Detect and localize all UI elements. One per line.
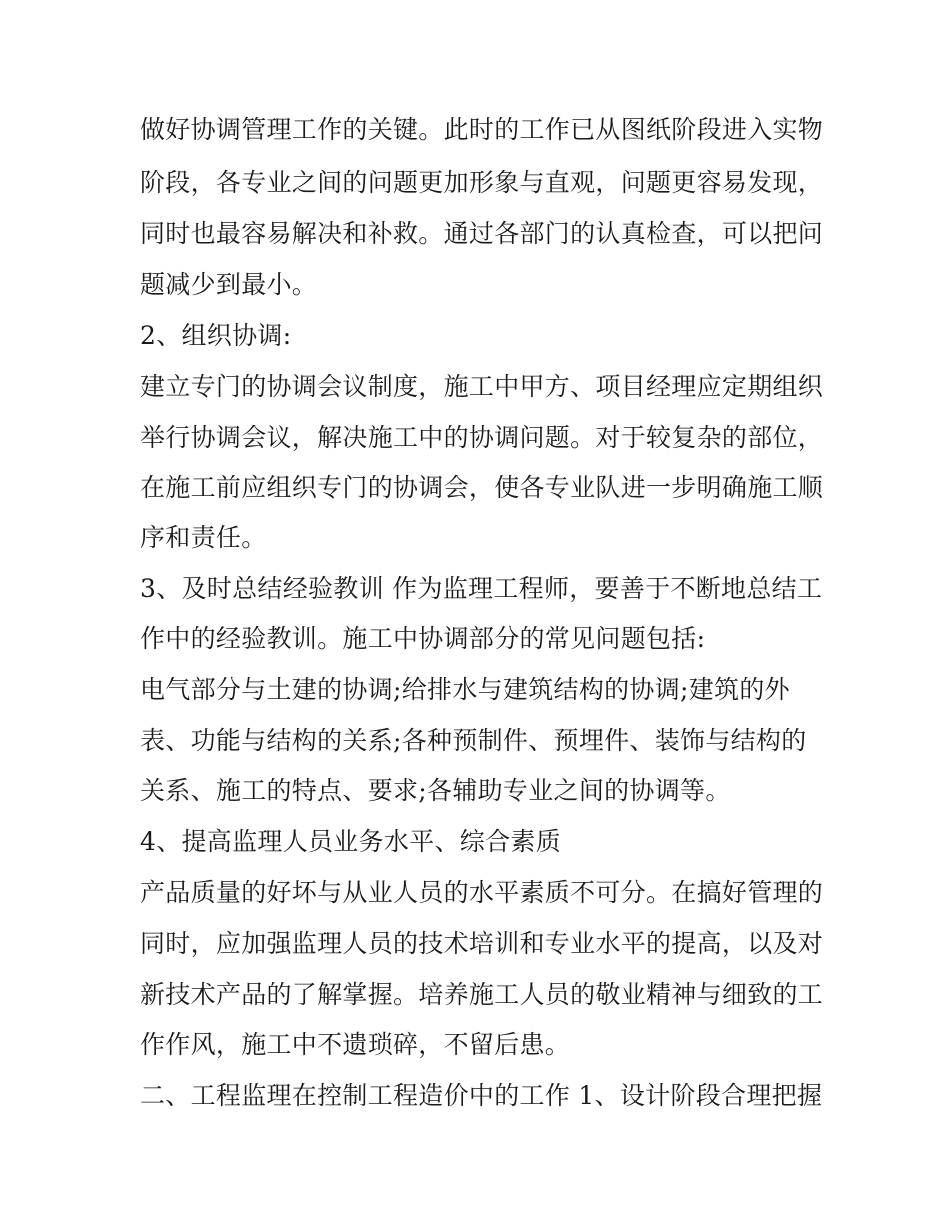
text-line: 举行协调会议，解决施工中的协调问题。对于较复杂的部位， (140, 423, 824, 452)
text-line: 电气部分与土建的协调;给排水与建筑结构的协调;建筑的外 (140, 675, 790, 704)
text-line: 同时也最容易解决和补救。通过各部门的认真检查，可以把问 (140, 219, 824, 248)
section-heading: 4、提高监理人员业务水平、综合素质 (140, 827, 562, 856)
text-line: 关系、施工的特点、要求;各辅助专业之间的协调等。 (140, 776, 731, 805)
text-line: 作中的经验教训。施工中协调部分的常见问题包括: (140, 624, 706, 653)
text-line: 新技术产品的了解掌握。培养施工人员的敬业精神与细致的工 (140, 980, 824, 1009)
text-line: 表、功能与结构的关系;各种预制件、预埋件、装饰与结构的 (140, 726, 807, 755)
section-heading: 二、工程监理在控制工程造价中的工作 1、设计阶段合理把握 (140, 1081, 823, 1110)
text-line: 题减少到最小。 (140, 270, 318, 299)
text-line: 在施工前应组织专门的协调会，使各专业队进一步明确施工顺 (140, 473, 824, 502)
text-line: 建立专门的协调会议制度，施工中甲方、项目经理应定期组织 (140, 372, 824, 401)
text-line: 产品质量的好坏与从业人员的水平素质不可分。在搞好管理的 (140, 878, 824, 907)
text-line: 作作风，施工中不遗琐碎，不留后患。 (140, 1030, 571, 1059)
text-line: 序和责任。 (140, 523, 267, 552)
section-heading: 2、组织协调: (140, 321, 292, 350)
section-heading: 3、及时总结经验教训 作为监理工程师，要善于不断地总结工 (140, 574, 823, 603)
text-line: 同时，应加强监理人员的技术培训和专业水平的提高，以及对 (140, 929, 824, 958)
text-line: 阶段，各专业之间的问题更加形象与直观，问题更容易发现， (140, 168, 824, 197)
text-line: 做好协调管理工作的关键。此时的工作已从图纸阶段进入实物 (140, 115, 824, 144)
